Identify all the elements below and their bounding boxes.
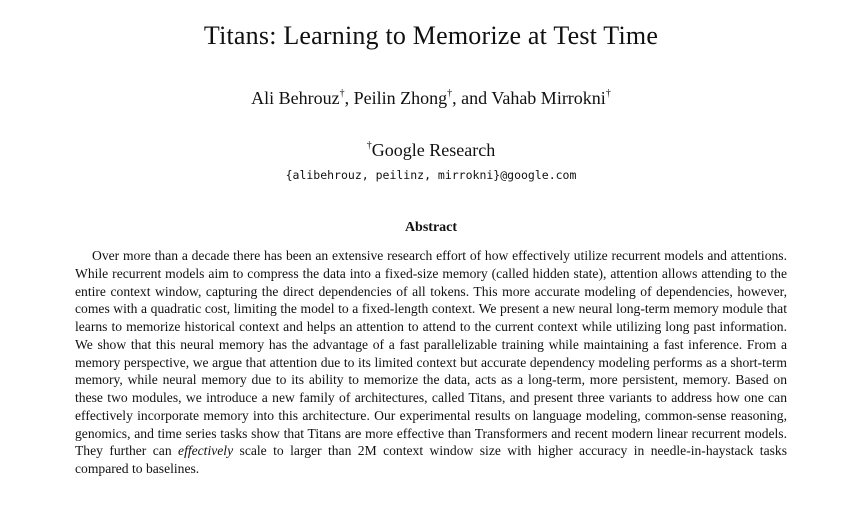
author-line xyxy=(0,84,862,109)
author-name: Peilin Zhong xyxy=(353,88,448,108)
abstract-text: Over more than a decade there has been an extensive research effort of how effectively utilize recurrent models and attentions. While recurrent models aim to compress the data into a fixed-size memory (called hidden state), attention allows attending to the entire context window, capturing the direct dependencies of all tokens. This more accurate modeling of dependencies, however, comes with a quadratic cost, limiting the model to a fixed-length context. We present a new neural long-term memory module that learns to memorize historical context and helps an attention to attend to the current context while utilizing long past information. We show that this neural memory has the advantage of a fast parallelizable training while maintaining a fast inference. From a memory perspective, we argue that attention due to its limited context but accurate dependency modeling performs as a short-term memory, while neural memory due to its ability to memorize the data, acts as a long-term, more persistent, memory. Based on these two modules, we introduce a new family of architectures, called Titans, and present three variants to address how one can effectively incorporate memory into this architecture. Our experimental results on language modeling, common-sense reasoning, genomics, and time series tasks show that Titans are more effective than Transformers and recent modern linear recurrent models. They further can xyxy=(75,248,787,459)
abstract-body xyxy=(75,247,787,478)
dagger-mark: † xyxy=(366,140,372,151)
dagger-mark: † xyxy=(339,88,345,99)
author-separator: , xyxy=(344,88,354,108)
dagger-mark: † xyxy=(605,88,611,99)
abstract-italic-word: effectively xyxy=(178,443,234,459)
affiliation-name: Google Research xyxy=(371,140,496,160)
abstract-heading: Abstract xyxy=(404,220,458,235)
paper-title: Titans: Learning to Memorize at Test Time xyxy=(203,21,659,50)
abstract-text: scale to larger than 2M context window size with higher accuracy in needle-in-haystack tasks compared to baselines. xyxy=(75,443,787,476)
contact-email: {alibehrouz, peilinz, mirrokni}@google.com xyxy=(285,168,577,182)
abstract-paragraph xyxy=(75,247,787,478)
author-name: Ali Behrouz xyxy=(251,88,340,108)
author-name: Vahab Mirrokni xyxy=(491,88,606,108)
author-separator: , and xyxy=(452,88,492,108)
affiliation xyxy=(0,136,862,161)
dagger-mark: † xyxy=(447,88,453,99)
